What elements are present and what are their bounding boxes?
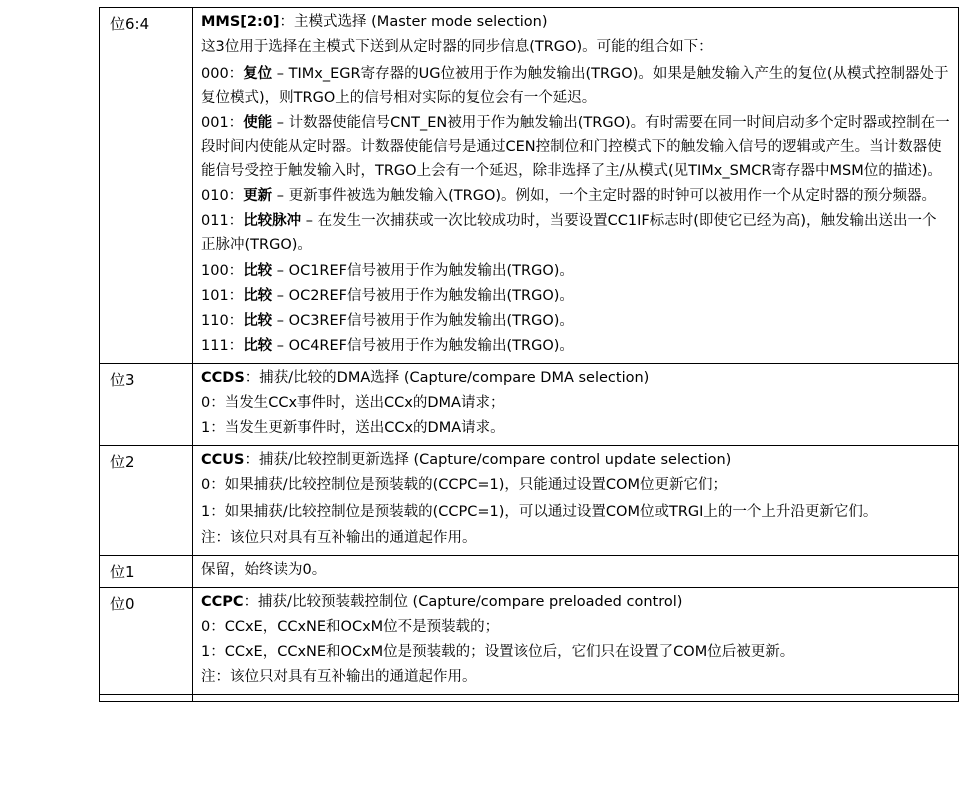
field-name: MMS[2:0] bbox=[201, 14, 280, 30]
option-line: 101：比较 – OC2REF信号被用于作为触发输出(TRGO)。 bbox=[201, 288, 574, 304]
note-line: 注：该位只对具有互补输出的通道起作用。 bbox=[201, 530, 477, 546]
table-row-continuation bbox=[100, 695, 959, 702]
value-line: 0：CCxE，CCxNE和OCxM位不是预装载的； bbox=[201, 619, 500, 635]
bit-position: 位2 bbox=[100, 446, 193, 556]
option-line: 110：比较 – OC3REF信号被用于作为触发输出(TRGO)。 bbox=[201, 313, 574, 329]
field-title: CCDS：捕获/比较的DMA选择 (Capture/compare DMA selection) bbox=[201, 370, 650, 386]
field-intro: 这3位用于选择在主模式下送到从定时器的同步信息(TRGO)。可能的组合如下： bbox=[201, 39, 713, 55]
field-name: CCPC bbox=[201, 594, 244, 610]
option-line: 001：使能 – 计数器使能信号CNT_EN被用于作为触发输出(TRGO)。有时需要在同一时间启动多个定时器或控制在一段时间内使能从定时器。计数器使能信号是通过CEN控制位和门控模式下的触发输入信号的逻辑或产生。当计数器使能信号受控于触发输入时，TRGO上会有一个延迟，除非选择了主/从模式(见TIMx_SMCR寄存器中MSM位的描述)。 bbox=[201, 115, 950, 179]
bit-description bbox=[193, 8, 959, 364]
table-row bbox=[100, 8, 959, 364]
bit-description bbox=[193, 446, 959, 556]
table-row bbox=[100, 588, 959, 695]
bit-position: 位1 bbox=[100, 556, 193, 588]
note-line: 注：该位只对具有互补输出的通道起作用。 bbox=[201, 669, 477, 685]
option-line: 011：比较脉冲 – 在发生一次捕获或一次比较成功时，当要设置CC1IF标志时(即使它已经为高)，触发输出送出一个正脉冲(TRGO)。 bbox=[201, 213, 937, 253]
table-row bbox=[100, 364, 959, 446]
field-title: CCUS：捕获/比较控制更新选择 (Capture/compare control update selection) bbox=[201, 452, 732, 468]
table-row bbox=[100, 446, 959, 556]
option-line: 000：复位 – TIMx_EGR寄存器的UG位被用于作为触发输出(TRGO)。如果是触发输入产生的复位(从模式控制器处于复位模式)，则TRGO上的信号相对实际的复位会有一个延迟。 bbox=[201, 66, 949, 106]
continuation-cell bbox=[100, 695, 193, 702]
field-title: MMS[2:0]：主模式选择 (Master mode selection) bbox=[201, 14, 548, 30]
option-line: 100：比较 – OC1REF信号被用于作为触发输出(TRGO)。 bbox=[201, 263, 574, 279]
bit-description bbox=[193, 588, 959, 695]
bit-description bbox=[193, 364, 959, 446]
option-line: 111：比较 – OC4REF信号被用于作为触发输出(TRGO)。 bbox=[201, 338, 574, 354]
table-row bbox=[100, 556, 959, 588]
continuation-cell bbox=[193, 695, 959, 702]
value-line: 1：当发生更新事件时，送出CCx的DMA请求。 bbox=[201, 420, 505, 436]
field-name: CCUS bbox=[201, 452, 245, 468]
value-line: 1：如果捕获/比较控制位是预装载的(CCPC=1)，可以通过设置COM位或TRGI上的一个上升沿更新它们。 bbox=[201, 504, 878, 520]
reserved-text: 保留，始终读为0。 bbox=[201, 562, 327, 578]
value-line: 1：CCxE，CCxNE和OCxM位是预装载的；设置该位后，它们只在设置了COM位后被更新。 bbox=[201, 644, 795, 660]
register-bit-table bbox=[99, 7, 959, 702]
bit-description bbox=[193, 556, 959, 588]
bit-position: 位3 bbox=[100, 364, 193, 446]
value-line: 0：如果捕获/比较控制位是预装载的(CCPC=1)，只能通过设置COM位更新它们； bbox=[201, 477, 727, 493]
field-name: CCDS bbox=[201, 370, 245, 386]
field-title: CCPC：捕获/比较预装载控制位 (Capture/compare preloaded control) bbox=[201, 594, 683, 610]
bit-position: 位6:4 bbox=[100, 8, 193, 364]
option-line: 010：更新 – 更新事件被选为触发输入(TRGO)。例如，一个主定时器的时钟可以被用作一个从定时器的预分频器。 bbox=[201, 188, 937, 204]
bit-position: 位0 bbox=[100, 588, 193, 695]
value-line: 0：当发生CCx事件时，送出CCx的DMA请求； bbox=[201, 395, 505, 411]
